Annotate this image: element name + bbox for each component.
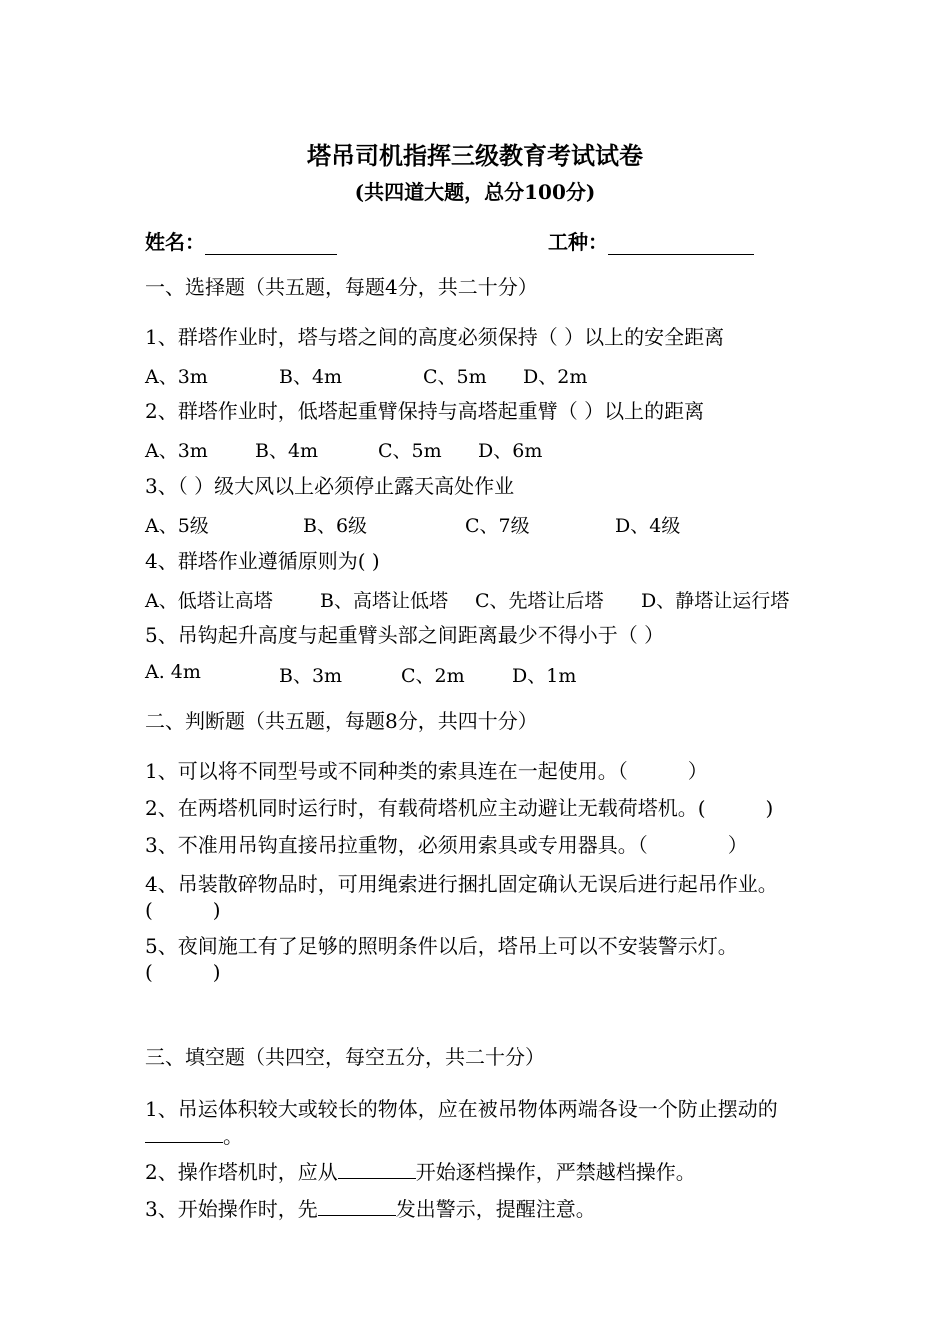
option-b[interactable]: B、6级 [303, 515, 368, 537]
fill-blank-3[interactable] [318, 1195, 396, 1216]
judge-question-4: 4、吊装散碎物品时，可用绳索进行捆扎固定确认无误后进行起吊作业。( ) [145, 872, 778, 922]
judge-question-3: 3、不准用吊钩直接吊拉重物，必须用索具或专用器具。（ ） [145, 833, 748, 857]
section1-heading: 一、选择题（共五题，每题4分，共二十分） [145, 275, 538, 299]
choice-question-1: 1、群塔作业时，塔与塔之间的高度必须保持（ ）以上的安全距离 [145, 325, 725, 349]
fill-question-3-text: 3、开始操作时，先 [145, 1197, 318, 1221]
option-a[interactable]: A、低塔让高塔 [145, 590, 273, 612]
job-blank[interactable] [608, 232, 754, 255]
option-a[interactable]: A、3m [145, 440, 208, 462]
option-d[interactable]: D、静塔让运行塔 [641, 590, 790, 612]
option-c[interactable]: C、5m [378, 440, 442, 462]
name-label: 姓名： [145, 230, 205, 254]
job-label: 工种： [548, 230, 608, 254]
option-a[interactable]: A、3m [145, 366, 208, 388]
option-a[interactable]: A. 4m [145, 661, 201, 683]
fill-question-3 [145, 1195, 596, 1222]
section3-heading: 三、填空题（共四空，每空五分，共二十分） [145, 1045, 545, 1069]
fill-blank-1[interactable] [145, 1122, 223, 1143]
option-a[interactable]: A、5级 [145, 515, 209, 537]
option-c[interactable]: C、2m [401, 665, 465, 687]
option-d[interactable]: D、4级 [615, 515, 681, 537]
option-c[interactable]: C、7级 [465, 515, 530, 537]
option-b[interactable]: B、3m [279, 665, 343, 687]
choice-options-5 [145, 661, 845, 687]
fill-question-1-text: 1、吊运体积较大或较长的物体，应在被吊物体两端各设一个防止摆动的 [145, 1097, 778, 1121]
choice-options-2 [145, 436, 845, 462]
option-b[interactable]: B、4m [279, 366, 343, 388]
fill-question-1-end: 。 [223, 1124, 243, 1148]
fill-question-2-text: 2、操作塔机时，应从 [145, 1160, 338, 1184]
option-d[interactable]: D、6m [478, 440, 543, 462]
choice-options-1 [145, 362, 845, 388]
name-blank[interactable] [205, 232, 337, 255]
fill-question-1 [145, 1096, 810, 1149]
exam-subtitle: (共四道大题，总分100分) [354, 180, 596, 204]
choice-options-4 [145, 586, 845, 612]
exam-title: 塔吊司机指挥三级教育考试试卷 [307, 141, 643, 170]
judge-question-2: 2、在两塔机同时运行时，有载荷塔机应主动避让无载荷塔机。( ) [145, 796, 774, 820]
option-b[interactable]: B、高塔让低塔 [320, 590, 448, 612]
option-d[interactable]: D、1m [512, 665, 577, 687]
judge-question-1: 1、可以将不同型号或不同种类的索具连在一起使用。（ ） [145, 759, 708, 783]
option-d[interactable]: D、2m [523, 366, 588, 388]
fill-question-2-end: 开始逐档操作，严禁越档操作。 [415, 1160, 696, 1184]
name-field[interactable] [145, 226, 337, 255]
judge-question-5: 5、夜间施工有了足够的照明条件以后，塔吊上可以不安装警示灯。( ) [145, 934, 738, 984]
job-field[interactable] [548, 226, 754, 255]
option-c[interactable]: C、先塔让后塔 [475, 590, 604, 612]
choice-question-5: 5、吊钩起升高度与起重臂头部之间距离最少不得小于（ ） [145, 623, 665, 647]
choice-question-4: 4、群塔作业遵循原则为( ) [145, 549, 380, 573]
option-b[interactable]: B、4m [255, 440, 319, 462]
option-c[interactable]: C、5m [423, 366, 487, 388]
choice-question-2: 2、群塔作业时，低塔起重臂保持与高塔起重臂（ ）以上的距离 [145, 399, 705, 423]
section2-heading: 二、判断题（共五题，每题8分，共四十分） [145, 709, 538, 733]
fill-question-3-end: 发出警示，提醒注意。 [395, 1197, 596, 1221]
choice-question-3: 3、（ ）级大风以上必须停止露天高处作业 [145, 474, 515, 498]
fill-question-2 [145, 1158, 696, 1185]
choice-options-3 [145, 511, 845, 537]
fill-blank-2[interactable] [338, 1158, 416, 1179]
